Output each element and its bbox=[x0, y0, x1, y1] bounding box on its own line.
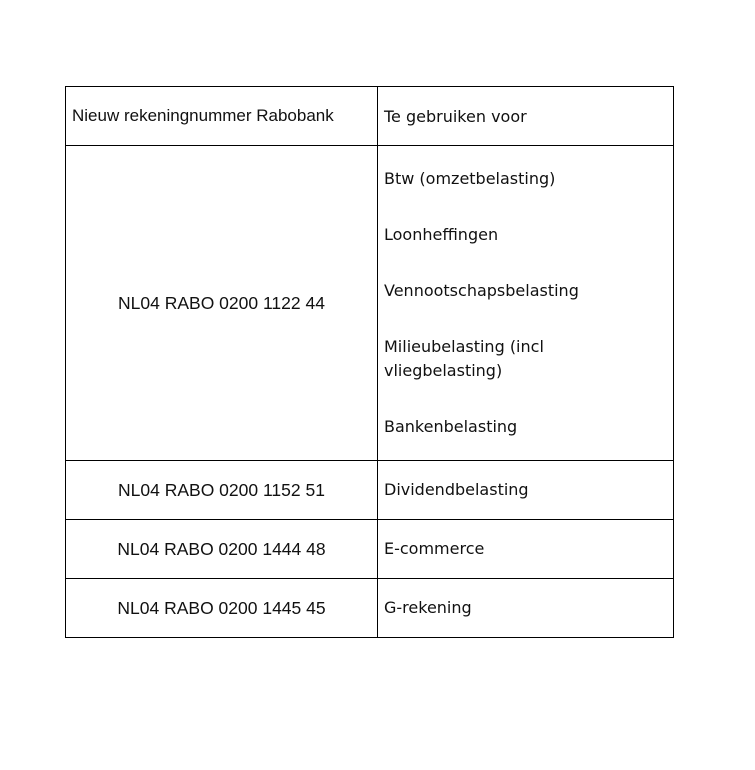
table-row bbox=[66, 520, 674, 579]
usage-item: Bankenbelasting bbox=[384, 417, 518, 436]
account-number-cell: NL04 RABO 0200 1445 45 bbox=[66, 579, 378, 638]
usage-item: Vennootschapsbelasting bbox=[384, 281, 579, 300]
usage-cell: Dividendbelasting bbox=[378, 461, 674, 520]
account-table bbox=[65, 86, 674, 638]
account-number-cell: NL04 RABO 0200 1152 51 bbox=[66, 461, 378, 520]
usage-item: Milieubelasting (incl vliegbelasting) bbox=[384, 337, 544, 380]
usage-list bbox=[384, 167, 667, 439]
table-row bbox=[66, 146, 674, 461]
usage-cell: G-rekening bbox=[378, 579, 674, 638]
account-number-cell: NL04 RABO 0200 1444 48 bbox=[66, 520, 378, 579]
table-row bbox=[66, 461, 674, 520]
usage-item: Loonheffingen bbox=[384, 225, 499, 244]
account-number-cell: NL04 RABO 0200 1122 44 bbox=[66, 146, 378, 461]
table-row bbox=[66, 579, 674, 638]
table-header-row bbox=[66, 87, 674, 146]
usage-cell: E-commerce bbox=[378, 520, 674, 579]
header-account-number: Nieuw rekeningnummer Rabobank bbox=[66, 87, 378, 146]
usage-cell bbox=[378, 146, 674, 461]
usage-item: Btw (omzetbelasting) bbox=[384, 169, 556, 188]
header-usage: Te gebruiken voor bbox=[378, 87, 674, 146]
